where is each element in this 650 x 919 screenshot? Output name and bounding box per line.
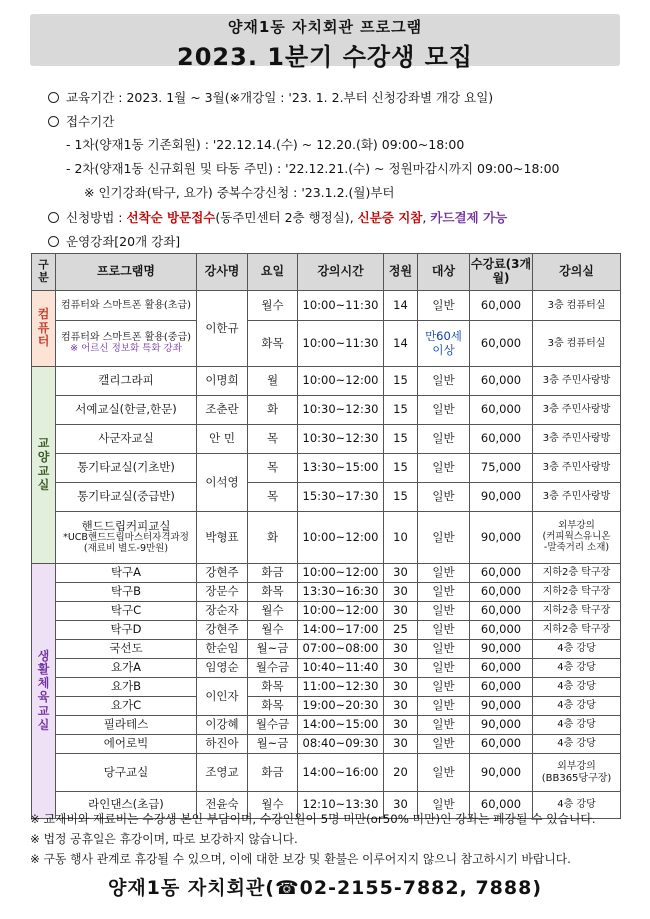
info-round1: - 1차(양재1동 기존회원) : '22.12.14.(수) ~ 12.20.(화) 09:00~18:00 — [66, 137, 465, 152]
header-room: 강의실 — [533, 254, 621, 291]
category-computer: 컴 퓨 터 — [32, 291, 56, 367]
info-reception: 접수기간 — [48, 112, 114, 130]
page-subtitle: 양재1동 자치회관 프로그램 — [227, 18, 423, 36]
table-row: 탁구B 장문수 화목 13:30~16:30 30 일반 60,000 지하2층 탁구장 — [32, 583, 621, 602]
table-row: 교 양 교 실 캘리그라피 이명희 월 10:00~12:00 15 일반 60,000 3층 주민사랑방 — [32, 367, 621, 396]
table-row: 탁구C 장순자 월수 10:00~12:00 30 일반 60,000 지하2층 탁구장 — [32, 602, 621, 621]
circle-bullet-icon — [48, 212, 59, 223]
header-fee: 수강료(3개월) — [470, 254, 533, 291]
category-sports: 생 활 체 육 교 실 — [32, 564, 56, 819]
footnote-2: ※ 법정 공휴일은 휴강이며, 따로 보강하지 않습니다. — [30, 832, 298, 846]
table-row: 핸드드립커피교실 *UCB핸드드립마스터자격과정 (재료비 별도-9만원) 박형표 화 10:00~12:00 10 일반 90,000 외부강의 (커피웍스유니온 -말죽거리 소재) — [32, 512, 621, 564]
table-row: 요가C 화목 19:00~20:30 30 일반 90,000 4층 강당 — [32, 697, 621, 716]
footnote-1: ※ 교재비와 재료비는 수강생 본인 부담이며, 수강인원이 5명 미만(or50% 미만)인 강좌는 폐강될 수 있습니다. — [30, 812, 596, 826]
table-row: 컴퓨터와 스마트폰 활용(중급) ※ 어르신 정보화 특화 강좌 화목 10:00~11:30 14 만60세 이상 60,000 3층 컴퓨터실 — [32, 321, 621, 367]
program-table — [31, 253, 621, 819]
circle-bullet-icon — [48, 236, 59, 247]
header-program: 프로그램명 — [56, 254, 197, 291]
info-courses: 운영강좌[20개 강좌] — [48, 232, 180, 250]
table-row: 국선도 한순임 월~금 07:00~08:00 30 일반 90,000 4층 강당 — [32, 640, 621, 659]
header-time: 강의시간 — [298, 254, 384, 291]
table-row: 탁구D 강현주 월수 14:00~17:00 25 일반 60,000 지하2층 탁구장 — [32, 621, 621, 640]
header-target: 대상 — [418, 254, 470, 291]
table-row: 필라테스 이강혜 월수금 14:00~15:00 30 일반 90,000 4층 강당 — [32, 716, 621, 735]
info-popular-note: ※ 인기강좌(탁구, 요가) 중복수강신청 : '23.1.2.(월)부터 — [84, 185, 395, 200]
table-row: 요가A 임영순 월수금 10:40~11:40 30 일반 60,000 4층 강당 — [32, 659, 621, 678]
header-day: 요일 — [248, 254, 298, 291]
table-row: 통기타교실(중급반) 목 15:30~17:30 15 일반 90,000 3층 주민사랑방 — [32, 483, 621, 512]
circle-bullet-icon — [48, 92, 59, 103]
footnote-3: ※ 구동 행사 관계로 휴강될 수 있으며, 이에 대한 보강 및 환불은 이루어지지 않으니 참고하시기 바랍니다. — [30, 852, 571, 866]
table-row: 통기타교실(기초반) 이석영 목 13:30~15:00 15 일반 75,000 3층 주민사랑방 — [32, 454, 621, 483]
table-row: 생 활 체 육 교 실 탁구A 강현주 화금 10:00~12:00 30 일반 60,000 지하2층 탁구장 — [32, 564, 621, 583]
page-title: 2023. 1분기 수강생 모집 — [177, 43, 473, 71]
table-row: 에어로빅 하진아 월~금 08:40~09:30 30 일반 60,000 4층 강당 — [32, 735, 621, 754]
table-row: 당구교실 조영교 화금 14:00~16:00 20 일반 90,000 외부강의 (BB365당구장) — [32, 754, 621, 792]
category-culture: 교 양 교 실 — [32, 367, 56, 564]
table-row: 컴 퓨 터 컴퓨터와 스마트폰 활용(초급) 이한규 월수 10:00~11:30 14 일반 60,000 3층 컴퓨터실 — [32, 291, 621, 321]
header-capacity: 정원 — [384, 254, 418, 291]
table-row: 서예교실(한글,한문) 조춘란 화 10:30~12:30 15 일반 60,000 3층 주민사랑방 — [32, 396, 621, 425]
header-category: 구 분 — [32, 254, 56, 291]
info-period: 교육기간 : 2023. 1월 ~ 3월(※개강일 : '23. 1. 2.부터 신청강좌별 개강 요일) — [48, 88, 493, 106]
contact-line: 양재1동 자치회관(☎02-2155-7882, 7888) — [107, 877, 543, 899]
table-row: 요가B 이인자 화목 11:00~12:30 30 일반 60,000 4층 강당 — [32, 678, 621, 697]
header-instructor: 강사명 — [197, 254, 248, 291]
info-round2: - 2차(양재1동 신규회원 및 타동 주민) : '22.12.21.(수) ~ 정원마감시까지 09:00~18:00 — [66, 161, 560, 176]
title-banner — [30, 14, 620, 71]
info-method: 신청방법 : 선착순 방문접수(동주민센터 2층 행정실), 신분증 지참, 카드결제 가능 — [48, 208, 507, 226]
circle-bullet-icon — [48, 116, 59, 127]
table-row: 사군자교실 안 민 목 10:30~12:30 15 일반 60,000 3층 주민사랑방 — [32, 425, 621, 454]
table-header-row — [32, 254, 621, 291]
table-row: 라인댄스(초급) 전윤숙 월수 12:10~13:30 30 일반 60,000 4층 강당 — [32, 792, 621, 819]
